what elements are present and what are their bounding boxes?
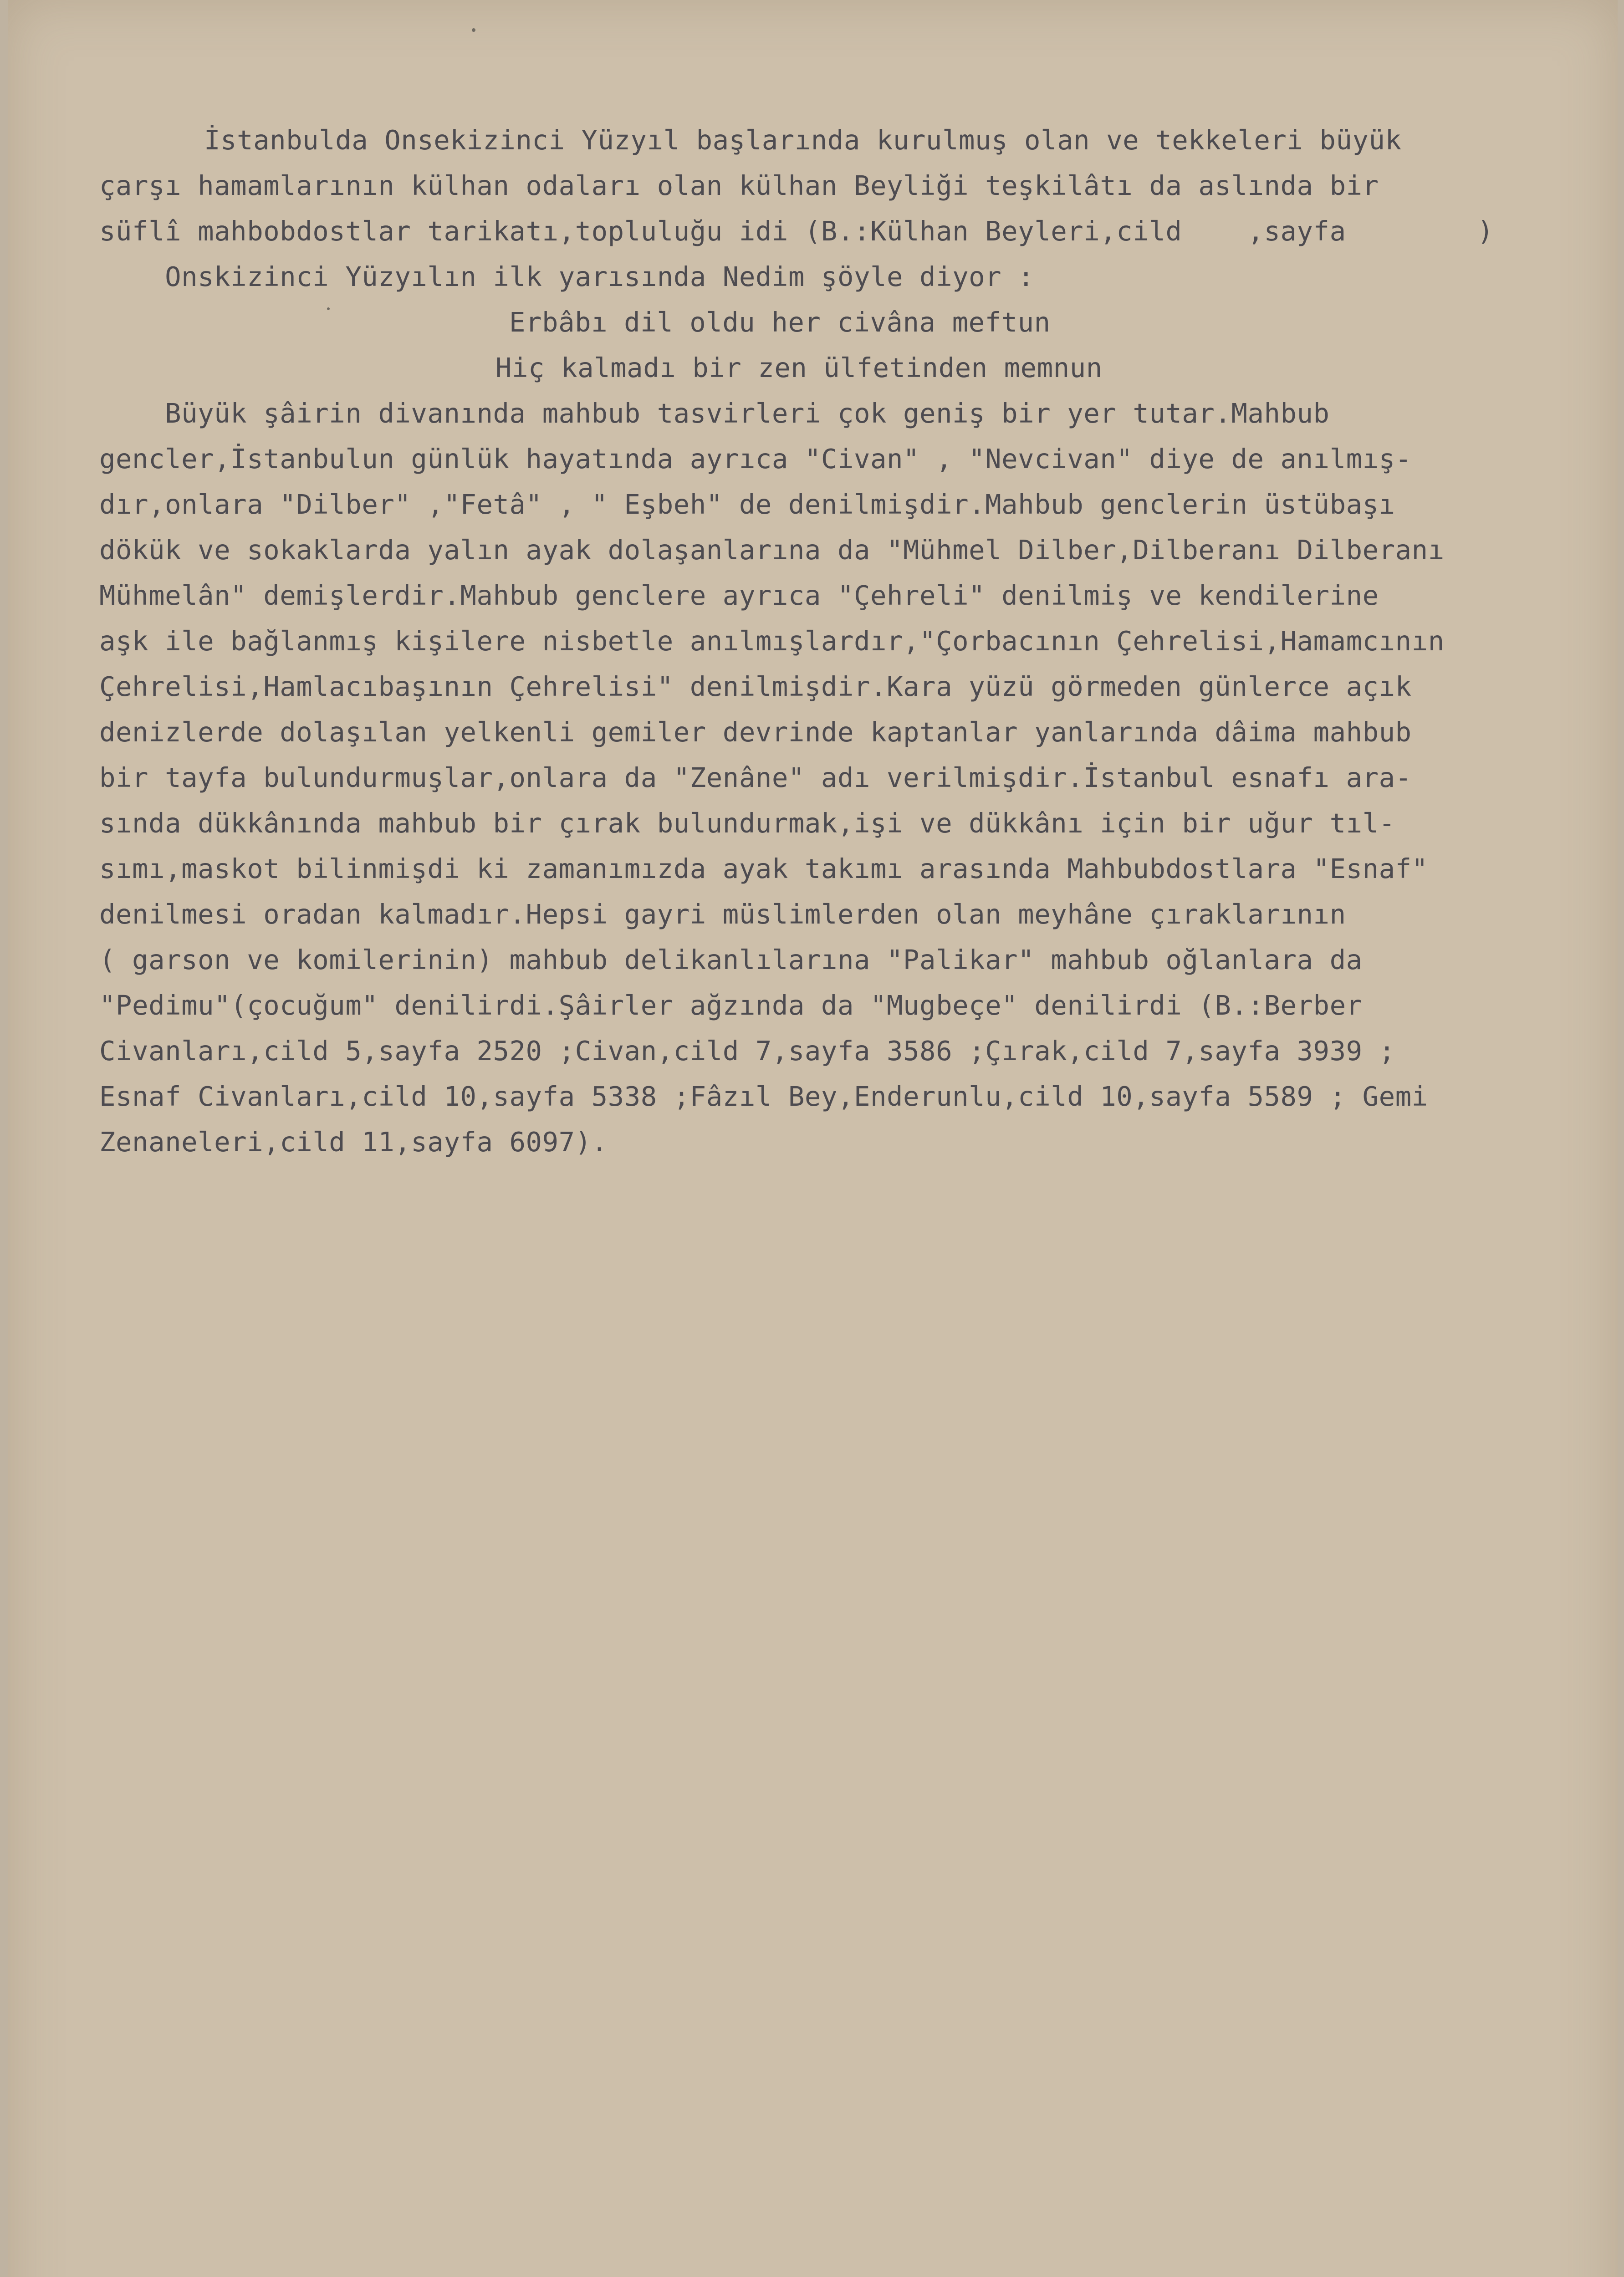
text-line: Civanları,cild 5,sayfa 2520 ;Civan,cild 7,sayfa 3586 ;Çırak,cild 7,sayfa 3939 ; (99, 1035, 1395, 1067)
text-line: dökük ve sokaklarda yalın ayak dolaşanlarına da "Mühmel Dilber,Dilberanı Dilberanı (99, 534, 1445, 566)
verse-line: Hiç kalmadı bir zen ülfetinden memnun (495, 352, 1103, 383)
text-line: Zenaneleri,cild 11,sayfa 6097). (99, 1126, 608, 1158)
text-line: Büyük şâirin divanında mahbub tasvirleri çok geniş bir yer tutar.Mahbub (99, 398, 1330, 429)
text-line: aşk ile bağlanmış kişilere nisbetle anılmışlardır,"Çorbacının Çehrelisi,Hamamcının (99, 625, 1445, 657)
text-line: dır,onlara "Dilber" ,"Fetâ" , " Eşbeh" de denilmişdir.Mahbub genclerin üstübaşı (99, 489, 1395, 520)
text-line: sımı,maskot bilinmişdi ki zamanımızda ayak takımı arasında Mahbubdostlara "Esnaf" (99, 853, 1428, 884)
text-line: Mühmelân" demişlerdir.Mahbub genclere ayrıca "Çehreli" denilmiş ve kendilerine (99, 580, 1379, 611)
document-body (99, 117, 1611, 1165)
text-line: denizlerde dolaşılan yelkenli gemiler devrinde kaptanlar yanlarında dâima mahbub (99, 716, 1412, 748)
text-line: çarşı hamamlarının külhan odaları olan külhan Beyliği teşkilâtı da aslında bir (99, 170, 1379, 201)
text-line: Onskizinci Yüzyılın ilk yarısında Nedim şöyle diyor : (99, 261, 1035, 292)
text-line: "Pedimu"(çocuğum" denilirdi.Şâirler ağzında da "Mugbeçe" denilirdi (B.:Berber (99, 990, 1363, 1021)
text-line: Çehrelisi,Hamlacıbaşının Çehrelisi" denilmişdir.Kara yüzü görmeden günlerce açık (99, 671, 1412, 702)
typewritten-page (8, 0, 1618, 2277)
text-line: bir tayfa bulundurmuşlar,onlara da "Zenâne" adı verilmişdir.İstanbul esnafı ara- (99, 762, 1412, 793)
text-line: Esnaf Civanları,cild 10,sayfa 5338 ;Fâzıl Bey,Enderunlu,cild 10,sayfa 5589 ; Gemi (99, 1081, 1428, 1112)
verse-line: Erbâbı dil oldu her civâna meftun (509, 306, 1051, 338)
text-line: ( garson ve komilerinin) mahbub delikanlılarına "Palikar" mahbub oğlanlara da (99, 944, 1363, 975)
text-line: denilmesi oradan kalmadır.Hepsi gayri müslimlerden olan meyhâne çıraklarının (99, 899, 1346, 930)
text-line: süflî mahbobdostlar tarikatı,topluluğu idi (B.:Külhan Beyleri,cild ,sayfa ) (99, 215, 1494, 247)
text-line: İstanbulda Onsekizinci Yüzyıl başlarında kurulmuş olan ve tekkeleri büyük (204, 124, 1402, 156)
text-line: gencler,İstanbulun günlük hayatında ayrıca "Civan" , "Nevcivan" diye de anılmış- (99, 443, 1412, 475)
ink-speck (472, 28, 475, 32)
text-line: sında dükkânında mahbub bir çırak bulundurmak,işi ve dükkânı için bir uğur tıl- (99, 807, 1395, 839)
